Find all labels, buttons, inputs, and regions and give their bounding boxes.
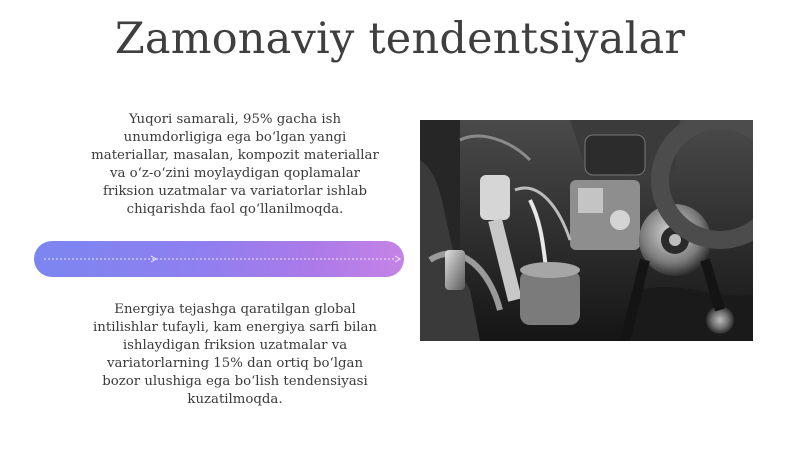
engine-illustration [420, 120, 753, 341]
slide-title: Zamonaviy tendentsiyalar [114, 14, 686, 64]
paragraph-materials: Yuqori samarali, 95% gacha ish unumdorligiga ega bo‘lgan yangi materiallar, masalan, kompozit materiallar va o‘z-o‘zini moylaydigan qoplamalar friksion uzatmalar va variatorlar ishlab chiqarishda faol qo‘llanilmoqda. [91, 112, 379, 217]
paragraph-energy: Energiya tejashga qaratilgan global intilishlar tufayli, kam energiya sarfi bilan ishlaydigan friksion uzatmalar va variatorlarning 15% dan ortiq bo‘lgan bozor ulushiga ega bo‘lish tendensiyasi kuzatilmoqda. [93, 302, 377, 407]
dotted-arrow-icon [34, 241, 404, 277]
decorative-gradient-bar [34, 241, 404, 277]
engine-photo [420, 120, 753, 341]
